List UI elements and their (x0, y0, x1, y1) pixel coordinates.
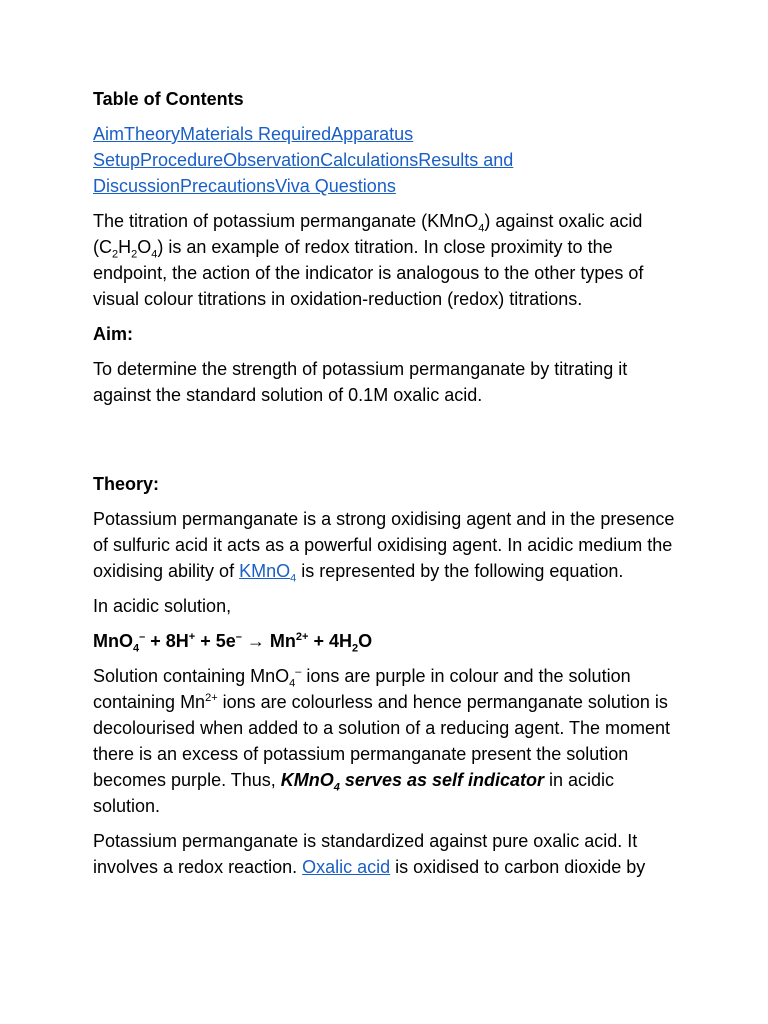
equation-term: MnO (93, 631, 133, 651)
equation-superscript: – (235, 631, 242, 643)
theory-text: ions are purple in colour and the solution containing Mn (93, 666, 631, 712)
equation-term: → Mn (241, 631, 296, 651)
intro-paragraph (93, 208, 683, 312)
theory-subscript: 4 (289, 677, 296, 690)
aim-heading: Aim: (93, 324, 133, 344)
theory-paragraph-4 (93, 828, 683, 880)
equation-term: + 5e (195, 631, 236, 651)
intro-text: The titration of potassium permanganate (KMnO (93, 211, 479, 231)
toc-link-apparatus-setup[interactable]: Apparatus Setup (93, 124, 414, 170)
theory-text: is oxidised to carbon dioxide by (390, 857, 646, 877)
toc-link-procedure[interactable]: Procedure (140, 150, 224, 170)
redox-equation (93, 628, 683, 654)
self-indicator-emphasis (280, 770, 545, 794)
theory-text: is represented by the following equation. (296, 561, 624, 581)
theory-text: Potassium permanganate is standardized against pure oxalic acid. It involves a redox reaction. (93, 831, 638, 877)
table-of-contents (93, 121, 683, 199)
intro-subscript: 2 (112, 248, 119, 261)
equation-superscript: – (139, 631, 146, 643)
toc-link-viva-questions[interactable]: Viva Questions (275, 176, 396, 196)
theory-text: Solution containing MnO (93, 666, 290, 686)
document-content (93, 86, 683, 889)
theory-text: in acidic solution. (93, 770, 615, 816)
kmno4-link-subscript: 4 (290, 572, 297, 585)
kmno4-link[interactable] (239, 561, 297, 585)
intro-subscript: 4 (151, 248, 158, 261)
theory-superscript: 2+ (205, 692, 218, 704)
theory-superscript: – (295, 666, 302, 678)
toc-title: Table of Contents (93, 89, 244, 109)
intro-subscript: 4 (478, 222, 485, 235)
theory-text: ions are colourless and hence permanganate solution is decolourised when added to a solution of a reducing agent. The moment there is an excess of potassium permanganate present the solution becomes purple. Thus, (93, 692, 671, 790)
equation-superscript: + (188, 631, 196, 643)
theory-paragraph-3 (93, 663, 683, 819)
theory-text: Potassium permanganate is a strong oxidising agent and in the presence of sulfuric acid it acts as a powerful oxidising agent. In acidic medium the oxidising ability of (93, 509, 675, 581)
theory-paragraph-1 (93, 506, 683, 584)
toc-link-calculations[interactable]: Calculations (320, 150, 419, 170)
toc-link-aim[interactable]: Aim (93, 124, 124, 144)
intro-text: ) is an example of redox titration. In close proximity to the endpoint, the action of the indicator is analogous to the other types of visual colour titrations in oxidation-reduction (redox) titrations. (93, 237, 644, 309)
equation-term: + 8H (145, 631, 189, 651)
theory-paragraph-2: In acidic solution, (93, 596, 232, 616)
kmno4-link-text: KMnO (239, 561, 291, 581)
oxalic-acid-link[interactable]: Oxalic acid (302, 857, 391, 877)
aim-paragraph: To determine the strength of potassium permanganate by titrating it against the standard solution of 0.1M oxalic acid. (93, 359, 628, 405)
equation-term: O (358, 631, 373, 651)
intro-subscript: 2 (131, 248, 138, 261)
toc-link-results-and-discussion[interactable]: Results and Discussion (93, 150, 514, 196)
equation-superscript: 2+ (295, 631, 309, 643)
theory-heading: Theory: (93, 474, 160, 494)
toc-link-theory[interactable]: Theory (124, 124, 181, 144)
intro-text: O (137, 237, 152, 257)
toc-link-materials-required[interactable]: Materials Required (180, 124, 332, 144)
intro-text: H (118, 237, 132, 257)
equation-subscript: 2 (351, 642, 359, 655)
intro-text: ) against oxalic acid (C (93, 211, 643, 257)
emphasis-text: serves as self indicator (339, 770, 545, 790)
emphasis-text: KMnO (280, 770, 334, 790)
emphasis-subscript: 4 (333, 781, 340, 794)
section-spacer (93, 417, 683, 471)
equation-term: + 4H (308, 631, 352, 651)
toc-link-precautions[interactable]: Precautions (180, 176, 276, 196)
toc-link-observation[interactable]: Observation (223, 150, 321, 170)
equation-subscript: 4 (133, 642, 140, 655)
